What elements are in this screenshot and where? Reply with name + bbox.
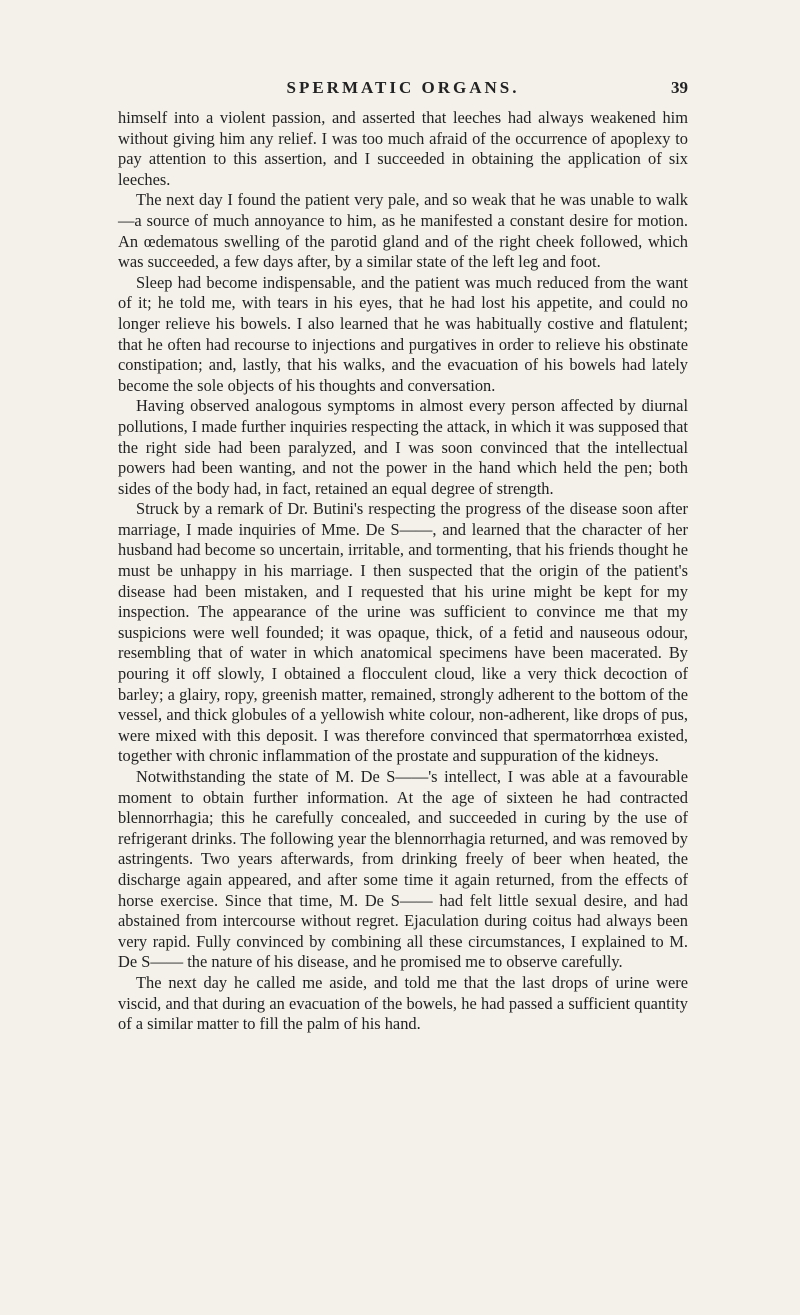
body-text — [118, 108, 688, 1035]
page-number: 39 — [671, 78, 688, 97]
paragraph: Struck by a remark of Dr. Butini's respecting the progress of the disease soon after marriage, I made inquiries of Mme. De S——, and learned that the character of her husband had become so uncertain, irritable, and tormenting, that his friends thought he must be unhappy in his marriage. I then suspected that the origin of the patient's disease had been mistaken, and I requested that his urine might be kept for my inspection. The appearance of the urine was sufficient to convince me that my suspicions were well founded; it was opaque, thick, of a fetid and nauseous odour, resembling that of water in which anatomical specimens have been macerated. By pouring it off slowly, I obtained a flocculent cloud, like a very thick decoction of barley; a glairy, ropy, greenish matter, remained, strongly adherent to the bottom of the vessel, and thick globules of a yellowish white colour, non-adherent, like drops of pus, were mixed with this deposit. I was therefore convinced that spermatorrhœa existed, together with chronic inflammation of the prostate and suppuration of the kidneys. — [118, 499, 688, 766]
paragraph: Having observed analogous symptoms in almost every person affected by diurnal pollutions, I made further inquiries respecting the attack, in which it was supposed that the right side had been paralyzed, and I was soon convinced that the intellectual powers had been wanting, and not the power in the hand which held the pen; both sides of the body had, in fact, retained an equal degree of strength. — [118, 396, 688, 498]
paragraph: Notwithstanding the state of M. De S——'s intellect, I was able at a favourable moment to obtain further information. At the age of sixteen he had contracted blennorrhagia; this he carefully concealed, and succeeded in curing by the use of refrigerant drinks. The following year the blennorrhagia returned, and was removed by astringents. Two years afterwards, from drinking freely of beer when heated, the discharge again appeared, and after some time it again returned, from the effects of horse exercise. Since that time, M. De S—— had felt little sexual desire, and had abstained from intercourse without regret. Ejaculation during coitus had always been very rapid. Fully convinced by combining all these circumstances, I explained to M. De S—— the nature of his disease, and he promised me to observe carefully. — [118, 767, 688, 972]
running-head — [118, 78, 688, 102]
running-title: SPERMATIC ORGANS. — [286, 78, 520, 97]
paragraph: Sleep had become indispensable, and the patient was much reduced from the want of it; he told me, with tears in his eyes, that he had lost his appetite, and could no longer relieve his bowels. I also learned that he was habitually costive and flatulent; that he often had recourse to injections and purgatives in order to relieve his obstinate constipation; and, lastly, that his walks, and the evacuation of his bowels had lately become the sole objects of his thoughts and conversation. — [118, 272, 688, 395]
paragraph: The next day I found the patient very pale, and so weak that he was unable to walk—a source of much annoyance to him, as he manifested a constant desire for motion. An œdematous swelling of the parotid gland and of the right cheek followed, which was succeeded, a few days after, by a similar state of the left leg and foot. — [118, 190, 688, 272]
paragraph: The next day he called me aside, and told me that the last drops of urine were viscid, and that during an evacuation of the bowels, he had passed a sufficient quantity of a similar matter to fill the palm of his hand. — [118, 972, 688, 1034]
paragraph: himself into a violent passion, and asserted that leeches had always weakened him without giving him any relief. I was too much afraid of the occurrence of apoplexy to pay attention to this assertion, and I succeeded in obtaining the application of six leeches. — [118, 108, 688, 189]
book-page — [118, 78, 688, 1035]
